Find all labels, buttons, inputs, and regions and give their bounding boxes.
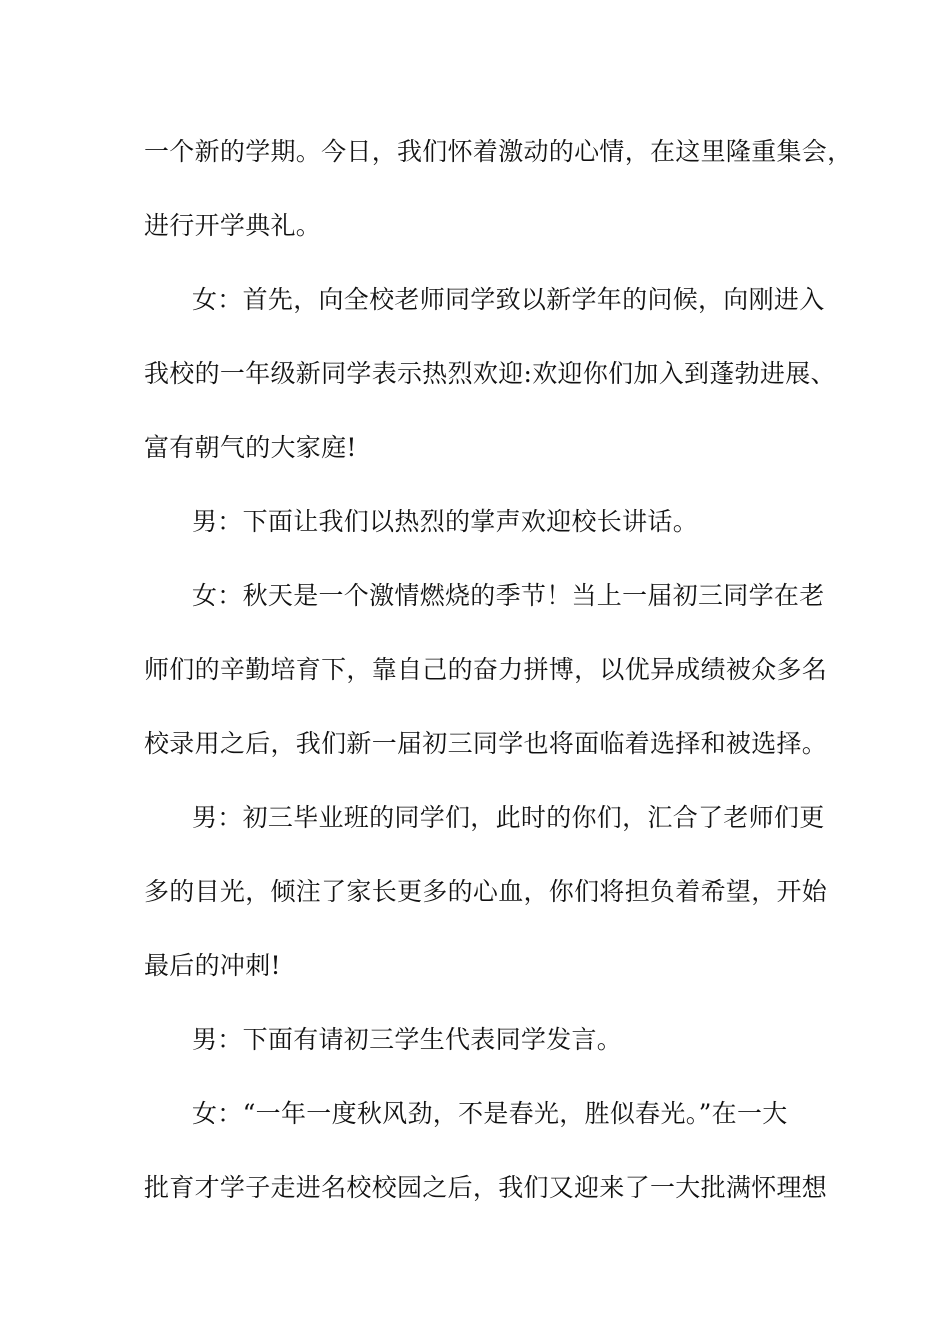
paragraph-start: 女：秋天是一个激情燃烧的季节！当上一届初三同学在老 <box>192 581 825 610</box>
text-line: 校录用之后，我们新一届初三同学也将面临着选择和被选择。 <box>144 729 828 758</box>
text-line: 最后的冲刺! <box>144 951 281 980</box>
paragraph-start: 男：下面让我们以热烈的掌声欢迎校长讲话。 <box>192 507 699 536</box>
text-line: 师们的辛勤培育下，靠自己的奋力拼博，以优异成绩被众多名 <box>144 655 828 684</box>
paragraph-start: 女：“一年一度秋风劲，不是春光，胜似春光。”在一大 <box>192 1099 788 1128</box>
paragraph-start: 男：下面有请初三学生代表同学发言。 <box>192 1025 623 1054</box>
text-line: 多的目光，倾注了家长更多的心血，你们将担负着希望，开始 <box>144 877 828 906</box>
text-line: 批育才学子走进名校校园之后，我们又迎来了一大批满怀理想 <box>144 1173 828 1202</box>
text-line: 富有朝气的大家庭! <box>144 433 357 462</box>
paragraph-start: 女：首先，向全校老师同学致以新学年的问候，向刚进入 <box>192 285 825 314</box>
text-line: 进行开学典礼。 <box>144 211 322 240</box>
text-line: 一个新的学期。今日，我们怀着激动的心情，在这里隆重集会， <box>144 137 853 166</box>
text-line: 我校的一年级新同学表示热烈欢迎:欢迎你们加入到蓬勃进展、 <box>144 359 836 388</box>
paragraph-start: 男：初三毕业班的同学们，此时的你们，汇合了老师们更 <box>192 803 825 832</box>
